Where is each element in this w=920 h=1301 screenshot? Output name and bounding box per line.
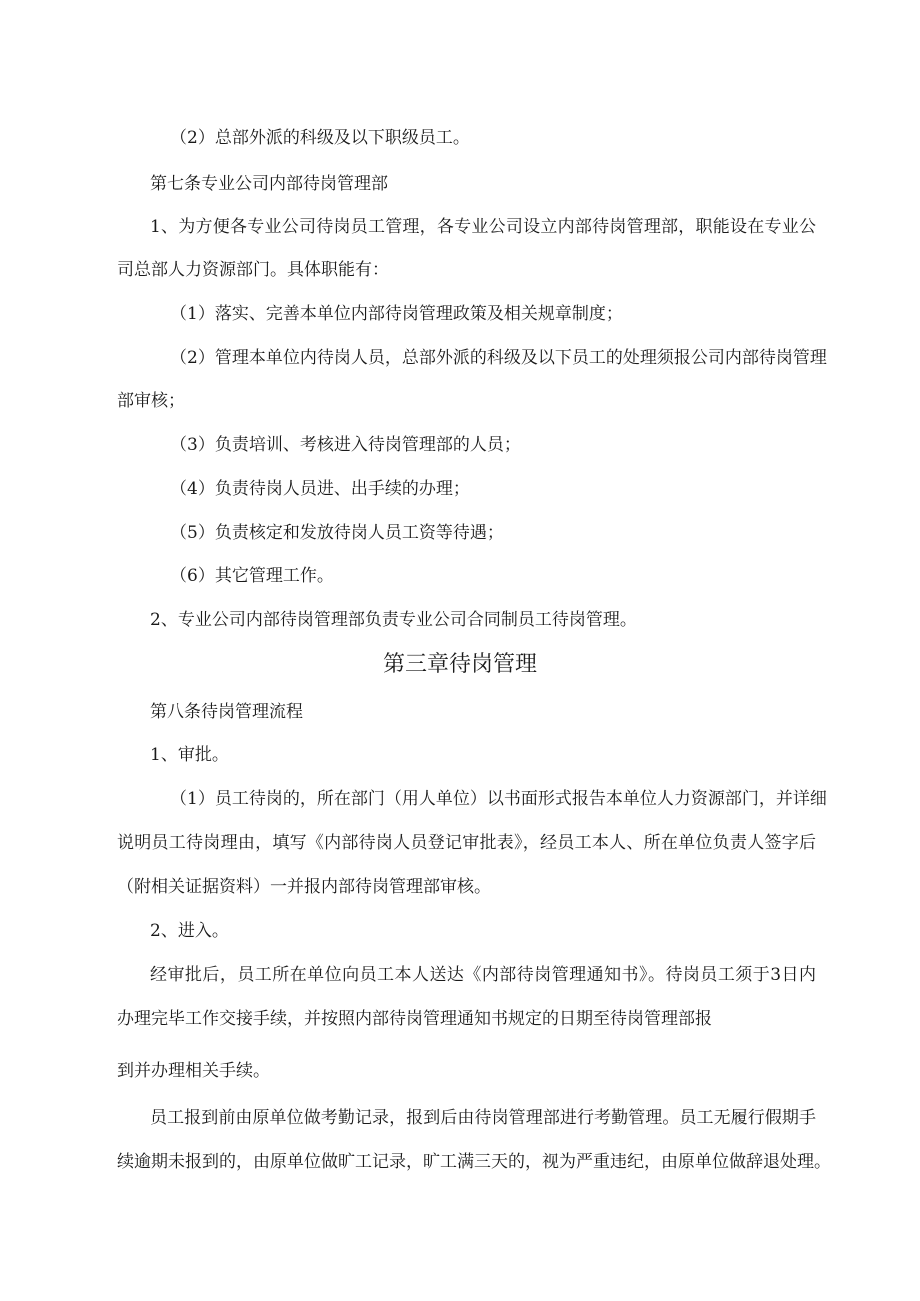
text-line: 司总部人力资源部门。具体职能有： <box>117 260 389 280</box>
text-line: 说明员工待岗理由，填写《内部待岗人员登记审批表》，经员工本人、所在单位负责人签字后 <box>117 833 816 853</box>
text-line: （附相关证据资料）一并报内部待岗管理部审核。 <box>117 877 491 897</box>
text-line: 到并办理相关手续。 <box>117 1061 270 1081</box>
text-line: 2、进入。 <box>150 921 229 941</box>
text-line: （5）负责核定和发放待岗人员工资等待遇； <box>170 523 504 543</box>
text-line: 部审核； <box>117 391 185 411</box>
text-line: （1）落实、完善本单位内部待岗管理政策及相关规章制度； <box>170 304 623 324</box>
text-line: （4）负责待岗人员进、出手续的办理； <box>170 479 470 499</box>
text-line: 办理完毕工作交接手续，并按照内部待岗管理通知书规定的日期至待岗管理部报 <box>117 1009 712 1029</box>
text-line: 续逾期未报到的，由原单位做旷工记录，旷工满三天的，视为严重违纪，由原单位做辞退处理。 <box>117 1152 831 1172</box>
article-heading: 第八条待岗管理流程 <box>150 702 303 722</box>
text-line: （3）负责培训、考核进入待岗管理部的人员； <box>170 435 521 455</box>
text-line: 经审批后，员工所在单位向员工本人送达《内部待岗管理通知书》。待岗员工须于3日内 <box>150 965 816 985</box>
text-line: 1、为方便各专业公司待岗员工管理，各专业公司设立内部待岗管理部，职能设在专业公 <box>150 217 816 237</box>
article-heading: 第七条专业公司内部待岗管理部 <box>150 174 388 194</box>
text-line: （2）管理本单位内待岗人员，总部外派的科级及以下员工的处理须报公司内部待岗管理 <box>170 348 827 368</box>
text-line: （1）员工待岗的，所在部门（用人单位）以书面形式报告本单位人力资源部门，并详细 <box>170 789 827 809</box>
text-line: （2）总部外派的科级及以下职级员工。 <box>170 128 470 148</box>
text-line: 1、审批。 <box>150 745 229 765</box>
text-line: （6）其它管理工作。 <box>170 566 334 586</box>
chapter-title: 第三章待岗管理 <box>382 652 537 677</box>
text-line: 员工报到前由原单位做考勤记录，报到后由待岗管理部进行考勤管理。员工无履行假期手 <box>150 1108 816 1128</box>
text-line: 2、专业公司内部待岗管理部负责专业公司合同制员工待岗管理。 <box>150 610 637 630</box>
